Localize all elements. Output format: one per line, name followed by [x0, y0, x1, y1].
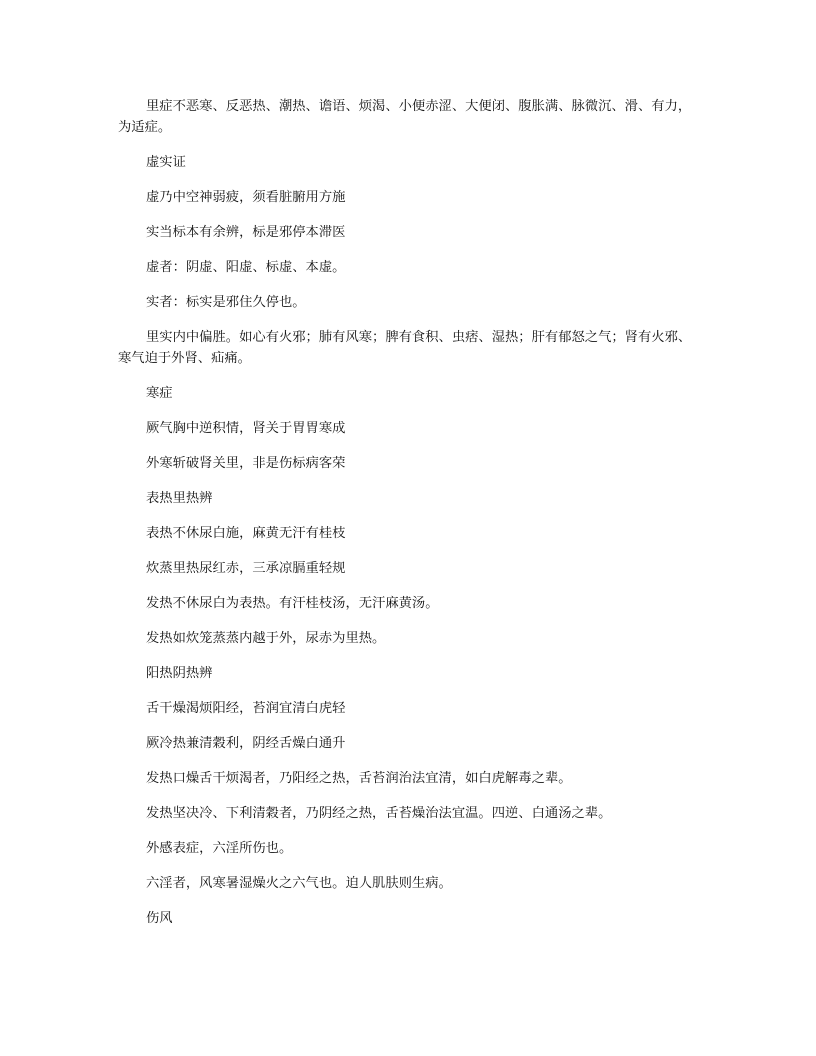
- paragraph-interior-excess: 里实内中偏胜。如心有火邪；肺有风寒；脾有食积、虫痞、湿热；肝有郁怒之气；肾有火邪、寒气迫于外肾、疝痛。: [118, 330, 692, 366]
- paragraph-excess: 实者：标实是邪住久停也。: [146, 295, 306, 310]
- paragraph-interior-syndrome: 里症不恶寒、反恶热、潮热、谵语、烦渴、小便赤涩、大便闭、腹胀满、脉微沉、滑、有力，为适症。: [118, 99, 692, 135]
- verse-line: 炊蒸里热尿红赤，三承凉膈重轻规: [146, 561, 346, 576]
- heading-exterior-interior-heat: 表热里热辨: [146, 491, 213, 506]
- paragraph-interior-heat: 发热如炊笼蒸蒸内越于外，尿赤为里热。: [146, 631, 386, 646]
- paragraph-six-excesses: 六淫者，风寒暑湿燥火之六气也。迫人肌肤则生病。: [146, 876, 452, 891]
- paragraph-deficiency: 虚者：阴虚、阳虚、标虚、本虚。: [146, 260, 346, 275]
- verse-line: 虚乃中空神弱疲，须看脏腑用方施: [146, 190, 346, 205]
- heading-cold-syndrome: 寒症: [146, 386, 173, 401]
- heading-deficiency-excess: 虚实证: [146, 155, 186, 170]
- heading-yang-yin-heat: 阳热阴热辨: [146, 666, 213, 681]
- heading-wind-injury: 伤风: [146, 911, 173, 926]
- paragraph-external-exterior: 外感表症，六淫所伤也。: [146, 841, 293, 856]
- paragraph-yin-heat: 发热坚决冷、下利清穀者，乃阴经之热，舌苔燥治法宜温。四逆、白通汤之辈。: [146, 806, 612, 821]
- verse-line: 舌干燥渴烦阳经，苔润宜清白虎轻: [146, 701, 346, 716]
- paragraph-exterior-heat: 发热不休尿白为表热。有汗桂枝汤，无汗麻黄汤。: [146, 596, 439, 611]
- verse-line: 表热不休尿白施，麻黄无汗有桂枝: [146, 526, 346, 541]
- document-body: [118, 96, 698, 943]
- verse-line: 实当标本有余辨，标是邪停本滞医: [146, 225, 346, 240]
- verse-line: 外寒斩破肾关里，非是伤标病客荣: [146, 456, 346, 471]
- paragraph-yang-heat: 发热口燥舌干烦渴者，乃阳经之热，舌苔润治法宜清，如白虎解毒之辈。: [146, 771, 572, 786]
- verse-line: 厥气胸中逆积情，肾关于胃胃寒成: [146, 421, 346, 436]
- verse-line: 厥冷热兼清穀利，阴经舌燥白通升: [146, 736, 346, 751]
